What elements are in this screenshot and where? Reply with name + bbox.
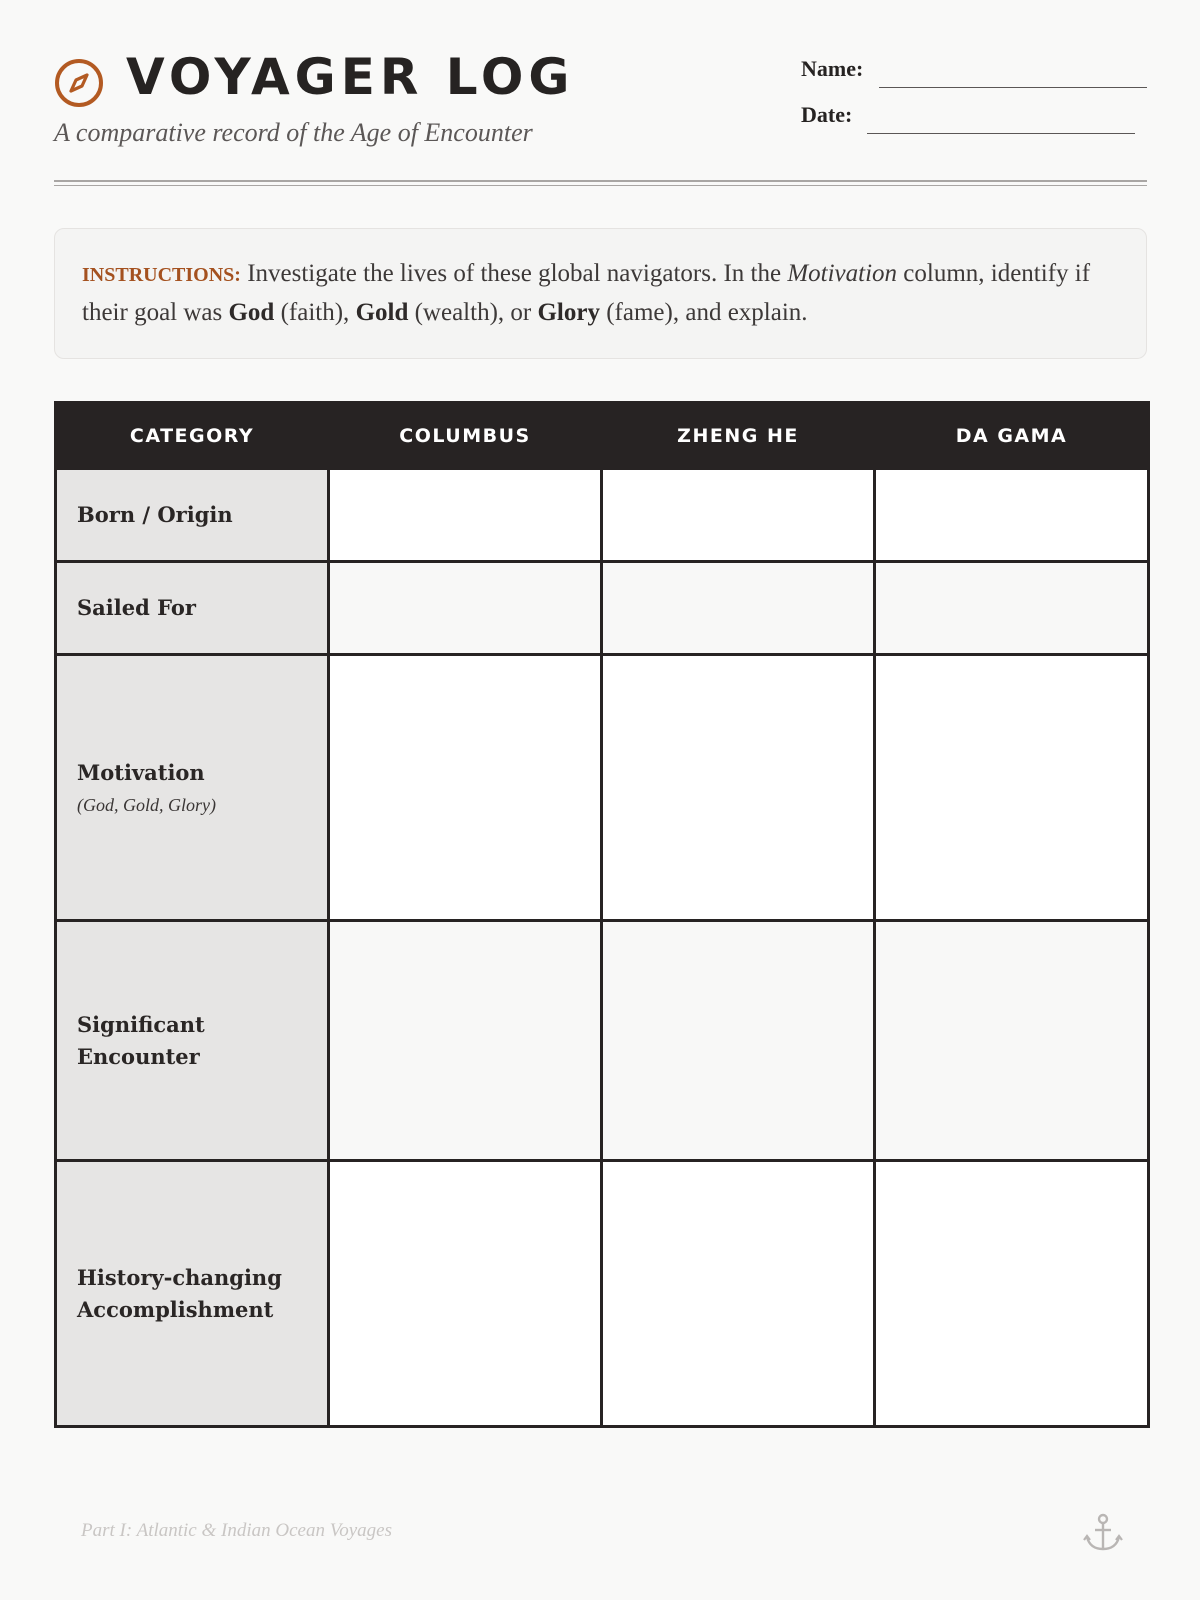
page-title: VOYAGER LOG xyxy=(126,48,575,106)
category-label: History-changing Accomplishment xyxy=(77,1264,282,1322)
instructions-god: God xyxy=(228,299,275,326)
cell-columbus-encounter[interactable] xyxy=(329,921,602,1161)
cell-zheng-he-sailed[interactable] xyxy=(602,562,875,655)
table-row xyxy=(56,469,1149,562)
cell-zheng-he-motivation[interactable] xyxy=(602,655,875,921)
header-da-gama: DA GAMA xyxy=(875,403,1149,469)
row-label-motivation xyxy=(56,655,329,921)
cell-zheng-he-accomplishment[interactable] xyxy=(602,1161,875,1427)
row-label-significant-encounter xyxy=(56,921,329,1161)
cell-da-gama-accomplishment[interactable] xyxy=(875,1161,1149,1427)
row-label-born-origin xyxy=(56,469,329,562)
instructions-text-4: (wealth), or xyxy=(408,299,538,326)
table-header-row xyxy=(56,403,1149,469)
header-category: CATEGORY xyxy=(56,403,329,469)
category-label: Born / Origin xyxy=(77,502,233,527)
footer-note: Part I: Atlantic & Indian Ocean Voyages xyxy=(81,1520,392,1541)
compass-icon xyxy=(54,58,104,108)
header xyxy=(54,48,1147,162)
row-label-sailed-for xyxy=(56,562,329,655)
instructions-text-1: Investigate the lives of these global navigators. In the xyxy=(240,260,788,287)
instructions-text-2: column, identify if their goal was xyxy=(82,260,1091,326)
cell-zheng-he-encounter[interactable] xyxy=(602,921,875,1161)
anchor-icon xyxy=(1082,1512,1124,1554)
worksheet-page xyxy=(54,0,1147,1600)
row-label-accomplishment xyxy=(56,1161,329,1427)
category-sublabel: (God, Gold, Glory) xyxy=(77,794,216,815)
instructions-text-3: (faith), xyxy=(274,299,356,326)
instructions-motivation: Motivation xyxy=(787,260,898,287)
cell-da-gama-encounter[interactable] xyxy=(875,921,1149,1161)
cell-columbus-born[interactable] xyxy=(329,469,602,562)
cell-zheng-he-born[interactable] xyxy=(602,469,875,562)
header-columbus: COLUMBUS xyxy=(329,403,602,469)
name-label: Name: xyxy=(801,56,864,81)
header-zheng-he: ZHENG HE xyxy=(602,403,875,469)
instructions-text-5: (fame), and explain. xyxy=(599,299,808,326)
comparison-table xyxy=(54,401,1150,1428)
cell-columbus-accomplishment[interactable] xyxy=(329,1161,602,1427)
cell-columbus-sailed[interactable] xyxy=(329,562,602,655)
date-label: Date: xyxy=(801,102,853,127)
instructions-box xyxy=(54,228,1147,359)
table-row xyxy=(56,921,1149,1161)
category-label: Significant Encounter xyxy=(77,1011,205,1069)
instructions-gold: Gold xyxy=(355,299,409,326)
cell-da-gama-motivation[interactable] xyxy=(875,655,1149,921)
instructions-glory: Glory xyxy=(537,299,600,326)
date-input-line[interactable] xyxy=(867,133,1135,134)
page-subtitle: A comparative record of the Age of Encounter xyxy=(54,118,533,147)
table-row xyxy=(56,655,1149,921)
cell-da-gama-born[interactable] xyxy=(875,469,1149,562)
instructions-tag: INSTRUCTIONS: xyxy=(82,264,241,286)
table-row xyxy=(56,1161,1149,1427)
table-row xyxy=(56,562,1149,655)
header-divider-secondary xyxy=(54,185,1147,186)
category-label: Motivation xyxy=(77,759,205,785)
cell-columbus-motivation[interactable] xyxy=(329,655,602,921)
cell-da-gama-sailed[interactable] xyxy=(875,562,1149,655)
category-label: Sailed For xyxy=(77,595,196,620)
header-divider xyxy=(54,180,1147,182)
name-input-line[interactable] xyxy=(879,87,1147,88)
